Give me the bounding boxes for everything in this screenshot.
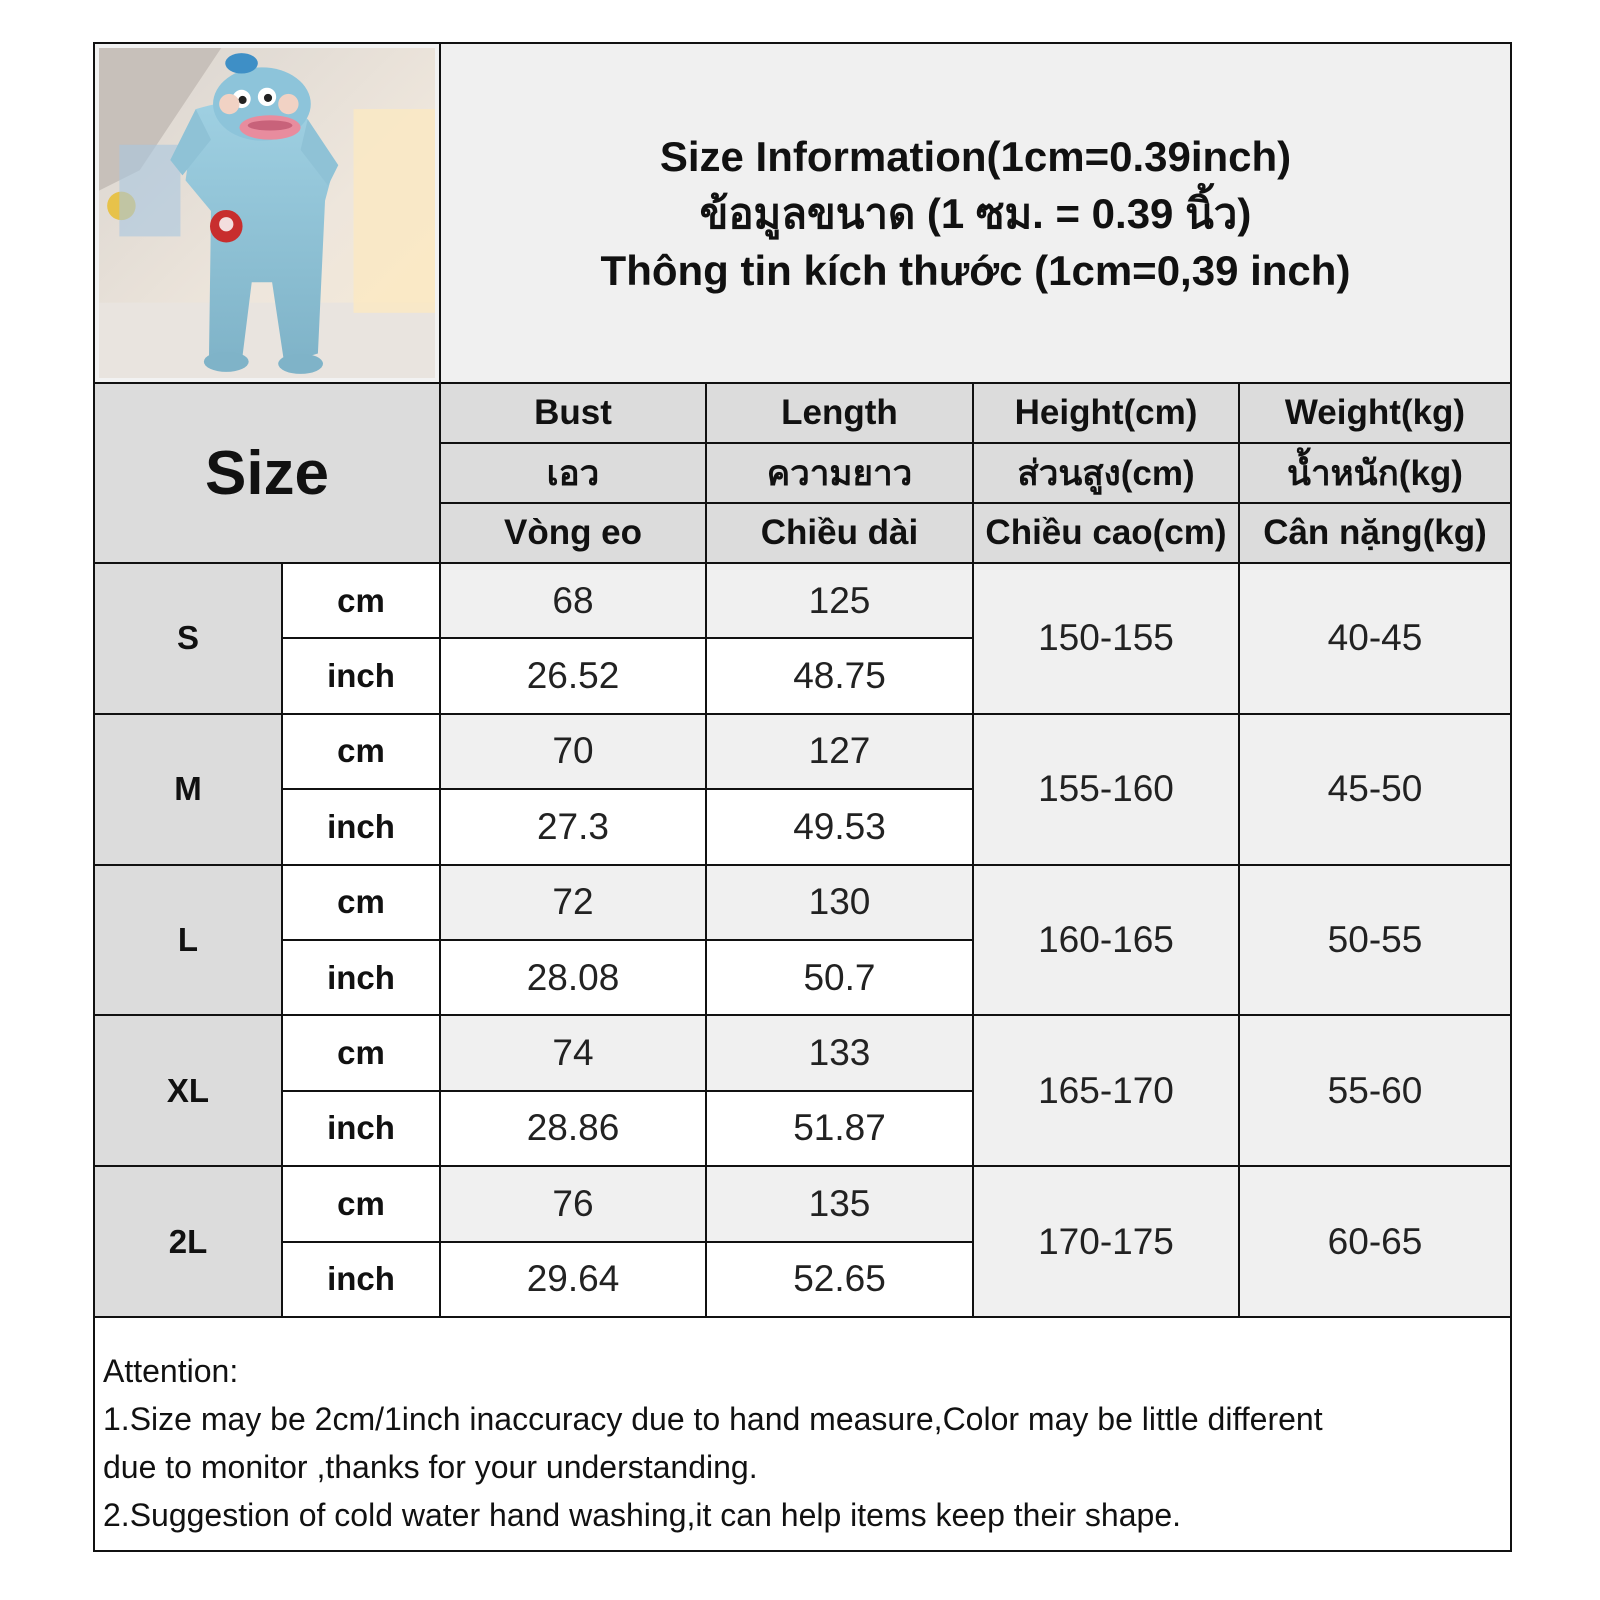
product-photo-cell bbox=[95, 44, 441, 384]
bust-cm-value: 68 bbox=[441, 564, 707, 639]
title-english: Size Information(1cm=0.39inch) bbox=[659, 132, 1292, 180]
height-range-value: 155-160 bbox=[974, 715, 1240, 866]
column-header-vi: Chiều cao(cm) bbox=[974, 504, 1240, 564]
size-chart bbox=[93, 42, 1512, 1552]
bust-inch-value: 28.08 bbox=[441, 941, 707, 1016]
weight-range-value: 60-65 bbox=[1240, 1167, 1510, 1318]
length-inch-value: 51.87 bbox=[707, 1092, 974, 1167]
bust-cm-value: 74 bbox=[441, 1016, 707, 1091]
size-header: Size bbox=[95, 384, 441, 564]
bust-cm-value: 70 bbox=[441, 715, 707, 790]
length-inch-value: 49.53 bbox=[707, 790, 974, 865]
column-header-vi: Vòng eo bbox=[441, 504, 707, 564]
length-cm-value: 130 bbox=[707, 866, 974, 941]
unit-cm-label: cm bbox=[283, 1016, 441, 1091]
unit-cm-label: cm bbox=[283, 1167, 441, 1242]
size-label: S bbox=[95, 564, 283, 715]
weight-range-value: 55-60 bbox=[1240, 1016, 1510, 1167]
title-thai: ข้อมูลขนาด (1 ซม. = 0.39 นิ้ว) bbox=[699, 189, 1252, 237]
unit-cm-label: cm bbox=[283, 866, 441, 941]
unit-inch-label: inch bbox=[283, 1092, 441, 1167]
height-range-value: 170-175 bbox=[974, 1167, 1240, 1318]
column-header-th: ส่วนสูง(cm) bbox=[974, 444, 1240, 504]
unit-cm-label: cm bbox=[283, 715, 441, 790]
weight-range-value: 45-50 bbox=[1240, 715, 1510, 866]
length-inch-value: 52.65 bbox=[707, 1243, 974, 1318]
product-photo bbox=[99, 48, 435, 378]
notes-line: due to monitor ,thanks for your understanding. bbox=[103, 1449, 758, 1485]
attention-notes bbox=[95, 1341, 1510, 1550]
bust-inch-value: 26.52 bbox=[441, 639, 707, 714]
unit-inch-label: inch bbox=[283, 790, 441, 865]
weight-range-value: 50-55 bbox=[1240, 866, 1510, 1017]
height-range-value: 165-170 bbox=[974, 1016, 1240, 1167]
column-header-vi: Chiều dài bbox=[707, 504, 974, 564]
column-header-th: เอว bbox=[441, 444, 707, 504]
length-cm-value: 127 bbox=[707, 715, 974, 790]
column-header-en: Bust bbox=[441, 384, 707, 444]
notes-line: 2.Suggestion of cold water hand washing,it can help items keep their shape. bbox=[103, 1497, 1181, 1533]
unit-cm-label: cm bbox=[283, 564, 441, 639]
size-label: M bbox=[95, 715, 283, 866]
notes-heading: Attention: bbox=[103, 1353, 239, 1389]
column-header-vi: Cân nặng(kg) bbox=[1240, 504, 1510, 564]
column-header-th: ความยาว bbox=[707, 444, 974, 504]
notes-line: 1.Size may be 2cm/1inch inaccuracy due to hand measure,Color may be little different bbox=[103, 1401, 1323, 1437]
length-cm-value: 135 bbox=[707, 1167, 974, 1242]
unit-inch-label: inch bbox=[283, 1243, 441, 1318]
length-inch-value: 48.75 bbox=[707, 639, 974, 714]
bust-cm-value: 76 bbox=[441, 1167, 707, 1242]
title-vietnamese: Thông tin kích thước (1cm=0,39 inch) bbox=[600, 246, 1351, 294]
weight-range-value: 40-45 bbox=[1240, 564, 1510, 715]
bust-inch-value: 27.3 bbox=[441, 790, 707, 865]
length-cm-value: 133 bbox=[707, 1016, 974, 1091]
unit-inch-label: inch bbox=[283, 941, 441, 1016]
column-header-en: Height(cm) bbox=[974, 384, 1240, 444]
size-label: L bbox=[95, 866, 283, 1017]
length-inch-value: 50.7 bbox=[707, 941, 974, 1016]
column-header-th: น้ำหนัก(kg) bbox=[1240, 444, 1510, 504]
unit-inch-label: inch bbox=[283, 639, 441, 714]
size-label: 2L bbox=[95, 1167, 283, 1318]
size-label: XL bbox=[95, 1016, 283, 1167]
length-cm-value: 125 bbox=[707, 564, 974, 639]
height-range-value: 160-165 bbox=[974, 866, 1240, 1017]
column-header-en: Weight(kg) bbox=[1240, 384, 1510, 444]
bust-inch-value: 29.64 bbox=[441, 1243, 707, 1318]
bust-inch-value: 28.86 bbox=[441, 1092, 707, 1167]
height-range-value: 150-155 bbox=[974, 564, 1240, 715]
column-header-en: Length bbox=[707, 384, 974, 444]
title-banner bbox=[441, 44, 1510, 384]
bust-cm-value: 72 bbox=[441, 866, 707, 941]
